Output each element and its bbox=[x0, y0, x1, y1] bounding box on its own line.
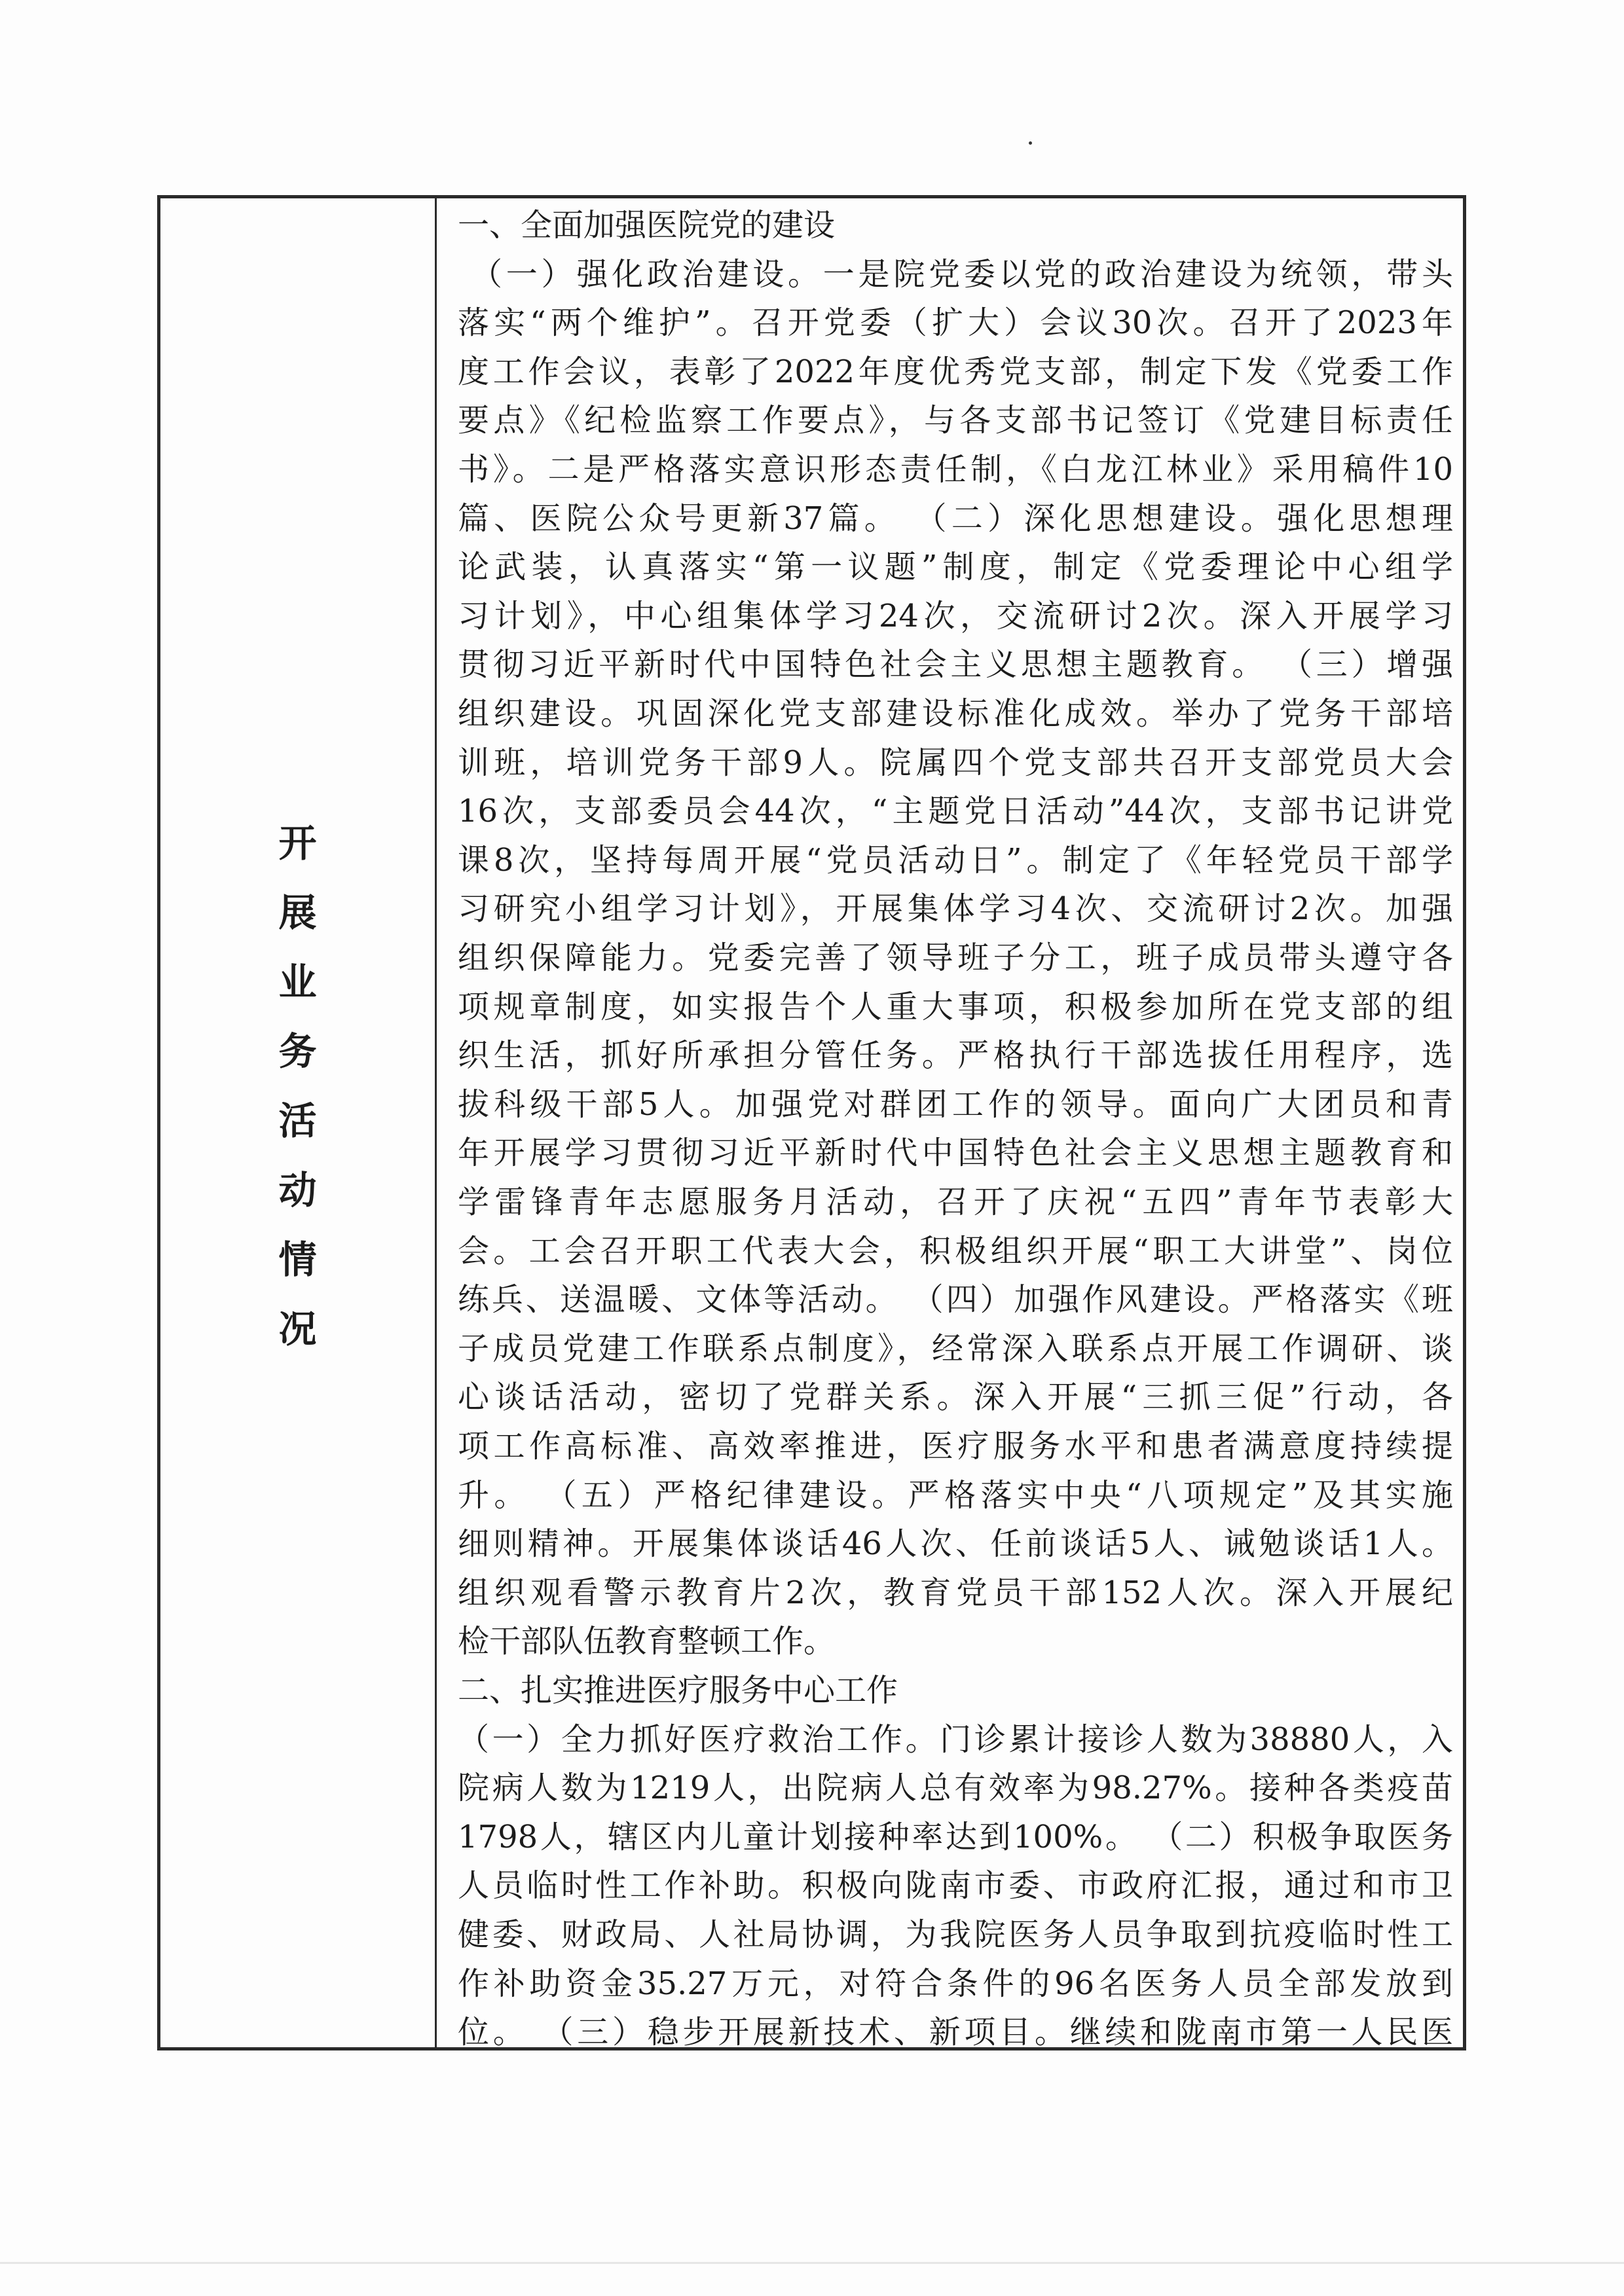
content-line: 拔科级干部5人。加强党对群团工作的领导。面向广大团员和青 bbox=[458, 1086, 1453, 1123]
label-char: 展 bbox=[278, 890, 317, 935]
content-line: 织生活，抓好所承担分管任务。严格执行干部选拔任用程序，选 bbox=[458, 1037, 1453, 1074]
content-line: 习计划》，中心组集体学习24次，交流研讨2次。深入开展学习 bbox=[458, 598, 1453, 634]
content-line: 落实“两个维护”。召开党委（扩大）会议30次。召开了2023年 bbox=[458, 304, 1453, 341]
content-line: 升。 （五）严格纪律建设。严格落实中央“八项规定”及其实施 bbox=[458, 1477, 1453, 1514]
content-line: 16次，支部委员会44次，“主题党日活动”44次，支部书记讲党 bbox=[458, 793, 1453, 829]
content-line: （一）强化政治建设。一是院党委以党的政治建设为统领，带头 bbox=[471, 256, 1453, 293]
form-table bbox=[157, 195, 1466, 2050]
content-line: 组织保障能力。党委完善了领导班子分工，班子成员带头遵守各 bbox=[458, 939, 1453, 976]
scan-edge bbox=[0, 2262, 1624, 2264]
label-char: 业 bbox=[278, 960, 317, 1004]
content-line: 位。 （三）稳步开展新技术、新项目。继续和陇南市第一人民医 bbox=[458, 2014, 1453, 2047]
content-line: 课8次，坚持每周开展“党员活动日”。制定了《年轻党员干部学 bbox=[458, 842, 1453, 879]
label-char: 况 bbox=[278, 1307, 317, 1351]
content-line: 要点》《纪检监察工作要点》，与各支部书记签订《党建目标责任 bbox=[458, 402, 1453, 439]
content-line: 论武装，认真落实“第一议题”制度，制定《党委理论中心组学 bbox=[458, 549, 1453, 585]
content-line: 检干部队伍教育整顿工作。 bbox=[458, 1623, 836, 1660]
content-line: 院病人数为1219人，出院病人总有效率为98.27%。接种各类疫苗 bbox=[458, 1770, 1453, 1806]
content-line: 练兵、送温暖、文体等活动。 （四）加强作风建设。严格落实《班 bbox=[458, 1281, 1453, 1318]
content-cell bbox=[437, 198, 1463, 2047]
scan-speck bbox=[1029, 141, 1032, 145]
label-char: 动 bbox=[278, 1168, 317, 1212]
content-line: 贯彻习近平新时代中国特色社会主义思想主题教育。 （三）增强 bbox=[458, 646, 1453, 683]
content-line: （一）全力抓好医疗救治工作。门诊累计接诊人数为38880人，入 bbox=[458, 1721, 1453, 1758]
content-line: 1798人，辖区内儿童计划接种率达到100%。 （二）积极争取医务 bbox=[458, 1819, 1453, 1855]
content-line: 作补助资金35.27万元，对符合条件的96名医务人员全部发放到 bbox=[458, 1965, 1453, 2002]
content-line: 二、扎实推进医疗服务中心工作 bbox=[458, 1672, 898, 1709]
content-line: 习研究小组学习计划》，开展集体学习4次、交流研讨2次。加强 bbox=[458, 890, 1453, 927]
label-char: 情 bbox=[278, 1237, 317, 1282]
content-line: 书》。二是严格落实意识形态责任制，《白龙江林业》采用稿件10 bbox=[458, 451, 1453, 488]
content-line: 健委、财政局、人社局协调，为我院医务人员争取到抗疫临时性工 bbox=[458, 1916, 1453, 1953]
content-line: 训班，培训党务干部9人。院属四个党支部共召开支部党员大会 bbox=[458, 744, 1453, 781]
content-line: 心谈话活动，密切了党群关系。深入开展“三抓三促”行动，各 bbox=[458, 1379, 1453, 1415]
content-line: 学雷锋青年志愿服务月活动，召开了庆祝“五四”青年节表彰大 bbox=[458, 1184, 1453, 1220]
label-char: 务 bbox=[278, 1029, 317, 1074]
content-line: 年开展学习贯彻习近平新时代中国特色社会主义思想主题教育和 bbox=[458, 1135, 1453, 1171]
content-line: 会。工会召开职工代表大会，积极组织开展“职工大讲堂”、岗位 bbox=[458, 1233, 1453, 1269]
label-char: 开 bbox=[278, 821, 317, 866]
content-line: 人员临时性工作补助。积极向陇南市委、市政府汇报，通过和市卫 bbox=[458, 1867, 1453, 1904]
content-line: 细则精神。开展集体谈话46人次、任前谈话5人、诫勉谈话1人。 bbox=[458, 1525, 1453, 1562]
content-line: 组织建设。巩固深化党支部建设标准化成效。举办了党务干部培 bbox=[458, 695, 1453, 732]
label-char: 活 bbox=[278, 1099, 317, 1143]
content-line: 项规章制度，如实报告个人重大事项，积极参加所在党支部的组 bbox=[458, 989, 1453, 1025]
content-line: 子成员党建工作联系点制度》，经常深入联系点开展工作调研、谈 bbox=[458, 1330, 1453, 1367]
content-line: 篇、医院公众号更新37篇。 （二）深化思想建设。强化思想理 bbox=[458, 500, 1453, 537]
content-line: 一、全面加强医院党的建设 bbox=[458, 207, 836, 244]
content-line: 组织观看警示教育片2次，教育党员干部152人次。深入开展纪 bbox=[458, 1575, 1453, 1611]
label-cell bbox=[160, 198, 435, 2047]
content-line: 度工作会议，表彰了2022年度优秀党支部，制定下发《党委工作 bbox=[458, 354, 1453, 390]
content-line: 项工作高标准、高效率推进，医疗服务水平和患者满意度持续提 bbox=[458, 1428, 1453, 1465]
